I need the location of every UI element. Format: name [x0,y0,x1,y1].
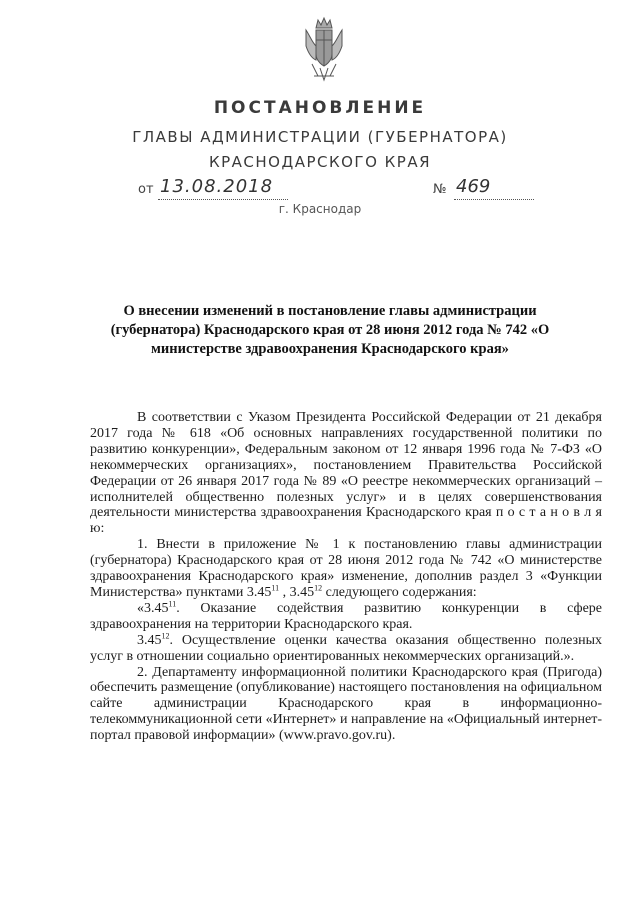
clause-12-sup: 12 [161,631,170,641]
clause-ref-1-sup: 11 [271,583,280,593]
handwritten-number: 469 [456,176,491,197]
item-1-end: следующего содержания: [325,584,477,600]
clause-12-num: 3.45 [137,632,162,648]
region-heading: КРАСНОДАРСКОГО КРАЯ [208,153,432,171]
clause-11-text: . Оказание содействия развитию конкуренции в сфере здравоохранения на территории Краснодарского края. [90,600,602,632]
handwritten-date: 13.08.2018 [160,176,274,197]
clause-ref-2-sup: 12 [314,583,323,593]
number-underline [454,199,534,200]
date-underline [158,199,288,200]
coat-of-arms-emblem [302,16,346,82]
decree-body [90,410,602,744]
paragraph-clause-12 [90,633,602,665]
issuer-heading: ГЛАВЫ АДМИНИСТРАЦИИ (ГУБЕРНАТОРА) [132,128,508,146]
doc-type-heading: ПОСТАНОВЛЕНИЕ [213,98,427,118]
paragraph-item-2: 2. Департаменту информационной политики Краснодарского края (Пригода) обеспечить размещение (опубликование) настоящего постановления на официальном сайте администрации Краснодарского края в информационно-телекоммуникационной сети «Интернет» и направление на «Официальный интернет-портал правовой информации» (www.pravo.gov.ru). [90,664,602,744]
paragraph-preamble: В соответствии с Указом Президента Российской Федерации от 21 декабря 2017 года № 618 «Об основных направлениях государственной политики по развитию конкуренции», Федеральным законом от 12 января 1996 года № 7-ФЗ «О некоммерческих организациях», постановлением Правительства Российской Федерации от 26 января 2017 года № 89 «О реестре некоммерческих организаций – исполнителей общественно полезных услуг» и в целях совершенствования деятельности министерства здравоохранения Краснодарского края п о с т а н о в л я ю: [90,410,602,537]
clause-12-text: . Осуществление оценки качества оказания общественно полезных услуг в отношении социально ориентированных некоммерческих организаций.». [90,632,602,664]
city-label: г. Краснодар [278,202,362,216]
clause-ref-1: 3.45 [246,584,272,600]
clause-ref-sep: , [282,584,287,600]
clause-11-sup: 11 [168,599,177,609]
paragraph-item-1 [90,537,602,601]
date-prefix: от [138,182,154,197]
clause-ref-2: 3.45 [289,584,315,600]
decree-title: О внесении изменений в постановление главы администрации (губернатора) Краснодарского края от 28 июня 2012 года № 742 «О министерстве здравоохранения Краснодарского края» [110,303,550,357]
item-1-text: 1. Внести в приложение № 1 к постановлению главы администрации (губернатора) Краснодарского края от 28 июня 2012 года № 742 «О министерстве здравоохранения Краснодарского края» изменение, дополнив раздел 3 «Функции Министерства» пунктами [90,537,602,600]
paragraph-clause-11 [90,601,602,633]
number-prefix: № [433,182,447,197]
clause-11-num: «3.45 [137,600,169,616]
